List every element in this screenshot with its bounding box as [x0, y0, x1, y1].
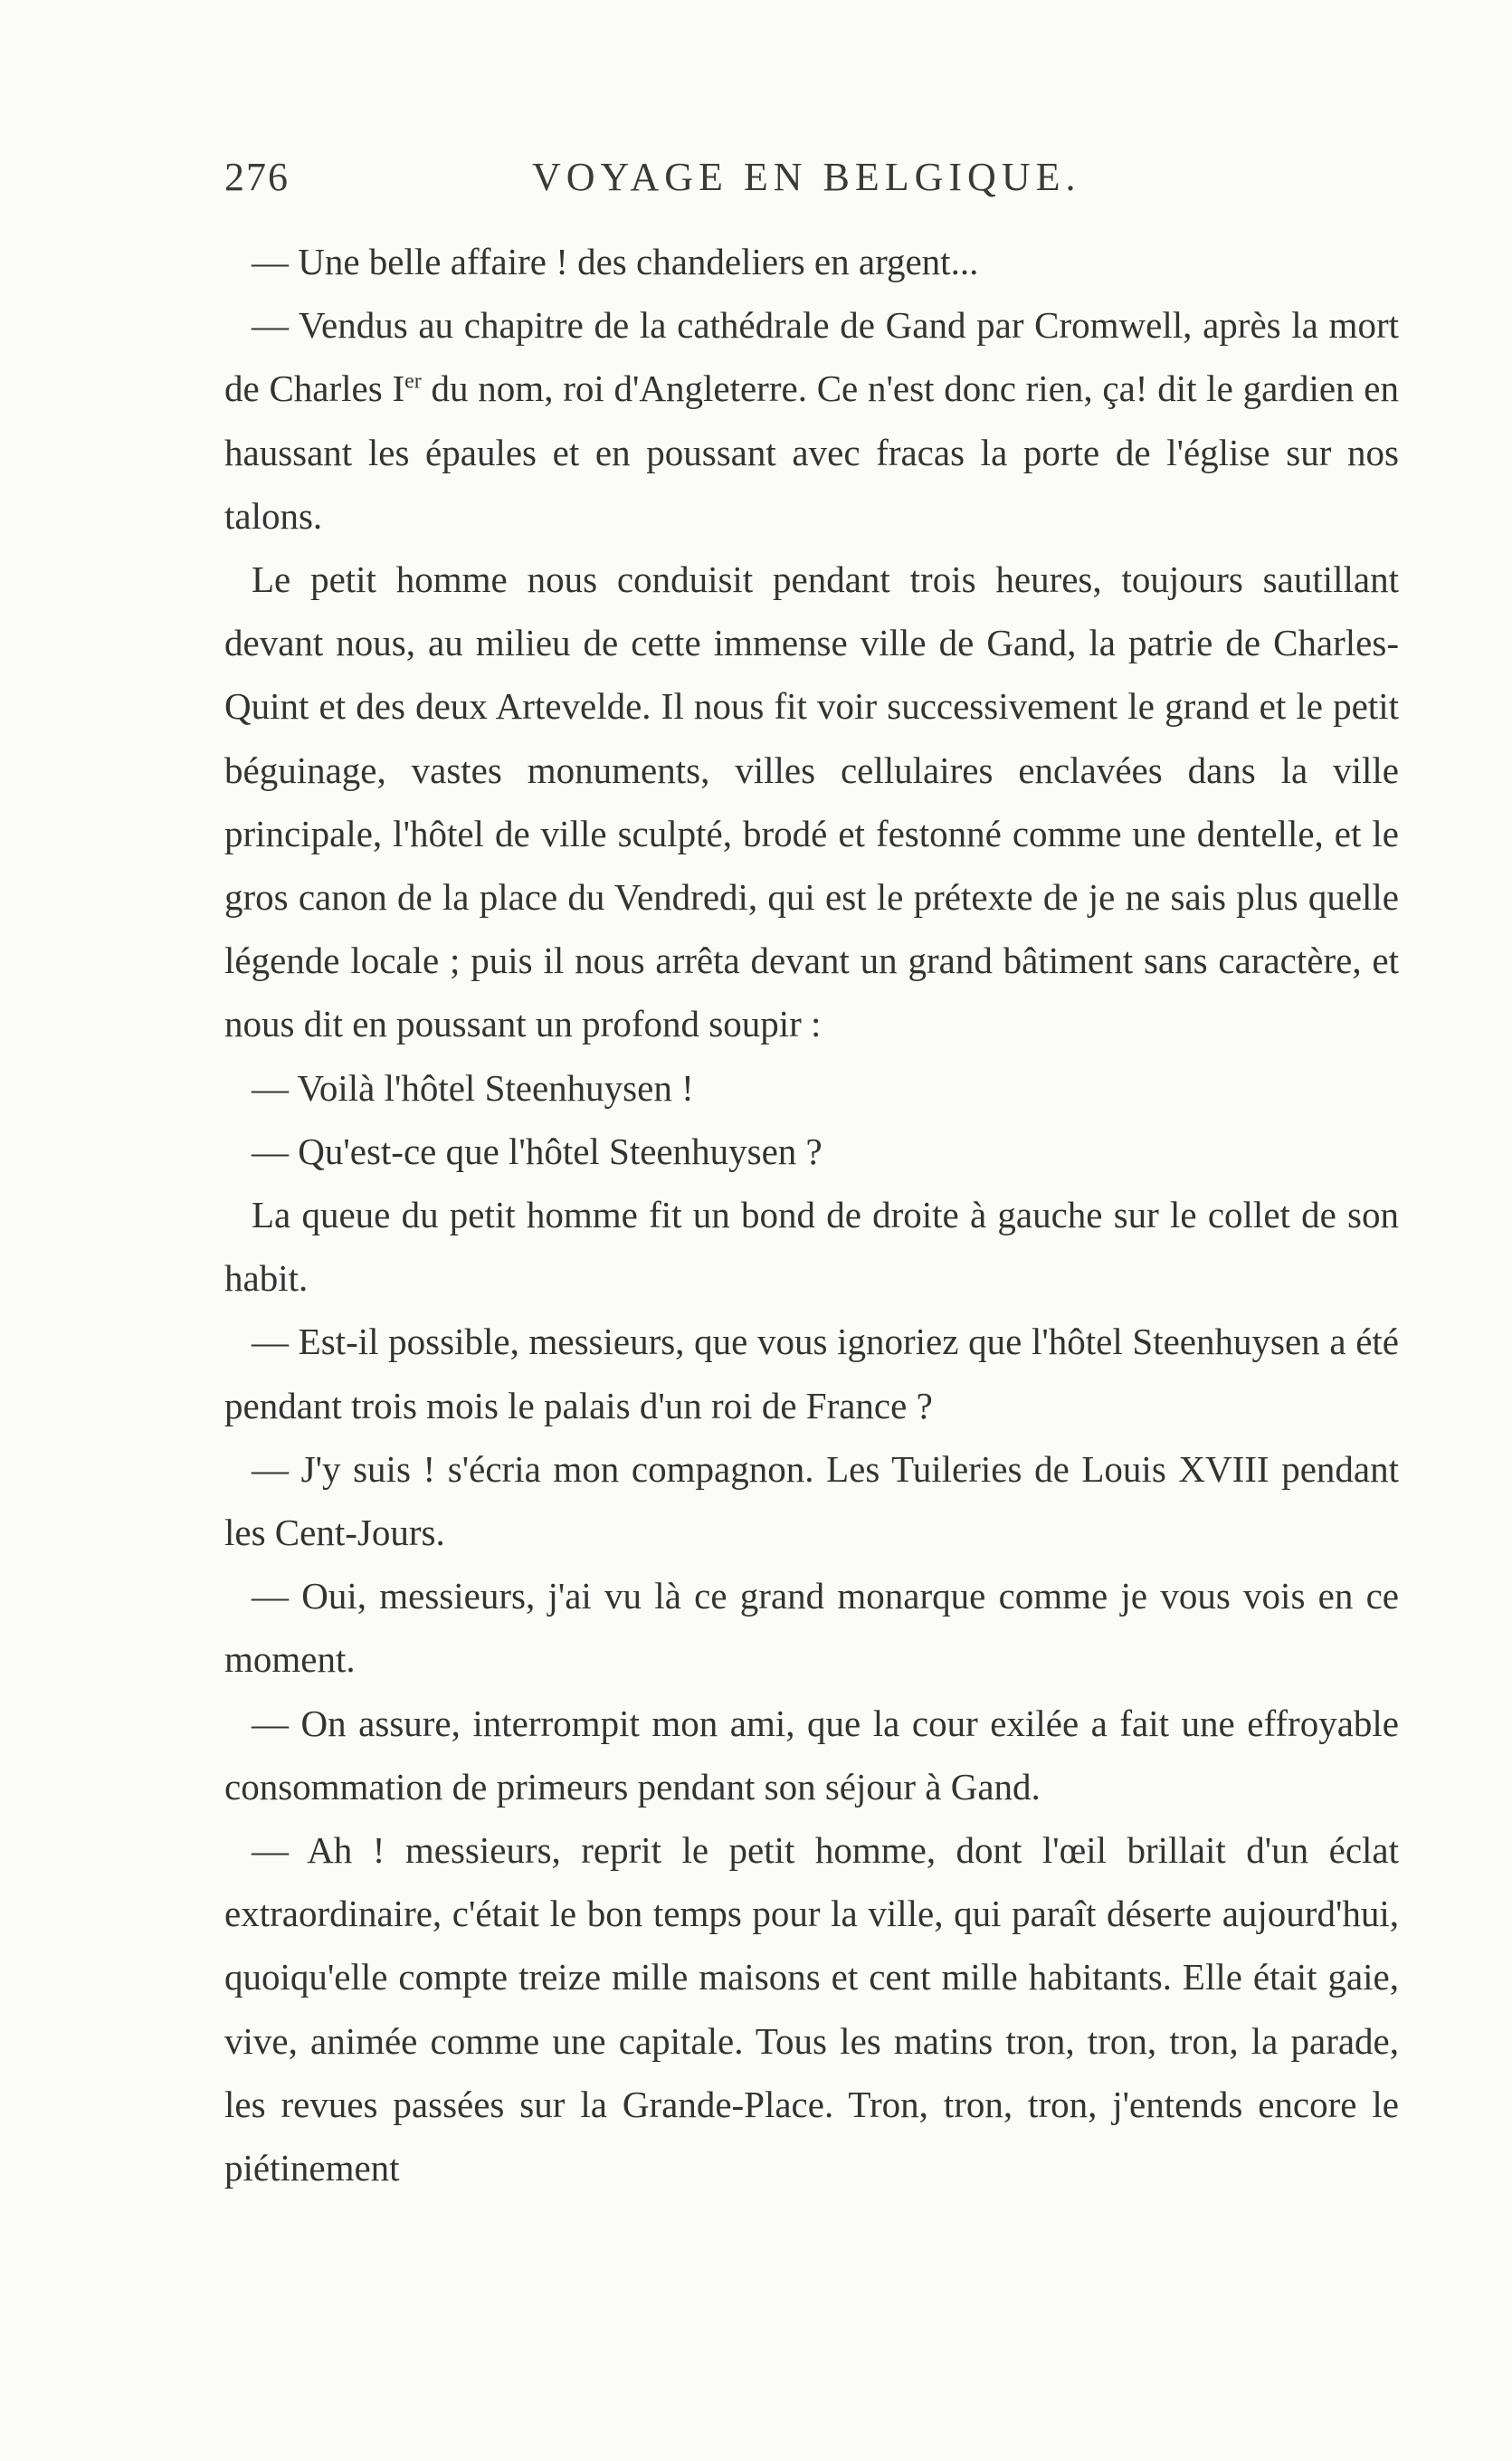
- ordinal-suffix: er: [404, 369, 422, 394]
- paragraph: — Une belle affaire ! des chandeliers en argent...: [252, 241, 979, 282]
- paragraph: — Qu'est-ce que l'hôtel Steenhuysen ?: [252, 1130, 823, 1172]
- paragraph: — Voilà l'hôtel Steenhuysen !: [252, 1066, 694, 1109]
- regnal-number: I: [392, 367, 405, 410]
- paragraph: Le petit homme nous conduisit pendant trois heures, toujours sautillant devant nous, au milieu de cette immense ville de Gand, la patrie de Charles-Quint et des deux Artevelde. Il nous fit voir successivement le grand et le petit béguinage, vastes monuments, villes cellulaires enclavées dans la ville principale, l'hôtel de ville sculpté, brodé et festonné comme une dentelle, et le gros canon de la place du Vendredi, qui est le prétexte de je ne sais plus quelle légende locale ; puis il nous arrêta devant un grand bâtiment sans caractère, et nous dit en poussant un profond soupir :: [224, 558, 1399, 1045]
- paragraph: — Est-il possible, messieurs, que vous ignoriez que l'hôtel Steenhuysen a été pendant trois mois le palais d'un roi de France ?: [224, 1321, 1399, 1426]
- running-title: VOYAGE EN BELGIQUE.: [532, 155, 1081, 199]
- page-header: [224, 154, 1374, 208]
- paragraph: [224, 293, 1399, 548]
- paragraph: — On assure, interrompit mon ami, que la cour exilée a fait une effroyable consommation de primeurs pendant son séjour à Gand.: [224, 1702, 1399, 1808]
- body-text: [224, 230, 1399, 2199]
- paragraph: — Oui, messieurs, j'ai vu là ce grand monarque comme je vous vois en ce moment.: [224, 1575, 1399, 1681]
- paragraph: — Ah ! messieurs, reprit le petit homme, dont l'œil brillait d'un éclat extraordinaire, c'était le bon temps pour la ville, qui paraît déserte aujourd'hui, quoiqu'elle compte treize mille maisons et cent mille habitants. Elle était gaie, vive, animée comme une capitale. Tous les matins tron, tron, tron, la parade, les revues passées sur la Grande-Place. Tron, tron, tron, j'entends encore le piétinement: [224, 1829, 1399, 2189]
- paragraph-text: du nom, roi d'Angleterre. Ce n'est donc rien, ça! dit le gardien en haussant les épaules et en poussant avec fracas la porte de l'église sur nos talons.: [224, 367, 1399, 537]
- paragraph: — J'y suis ! s'écria mon compagnon. Les Tuileries de Louis XVIII pendant les Cent-Jours.: [224, 1447, 1399, 1554]
- paragraph-text: — Vendus au chapitre de la cathédrale de Gand par Cromwell, après la mort de Charles: [224, 304, 1399, 410]
- paragraph: La queue du petit homme fit un bond de droite à gauche sur le collet de son habit.: [224, 1194, 1399, 1300]
- page-number: 276: [224, 155, 290, 199]
